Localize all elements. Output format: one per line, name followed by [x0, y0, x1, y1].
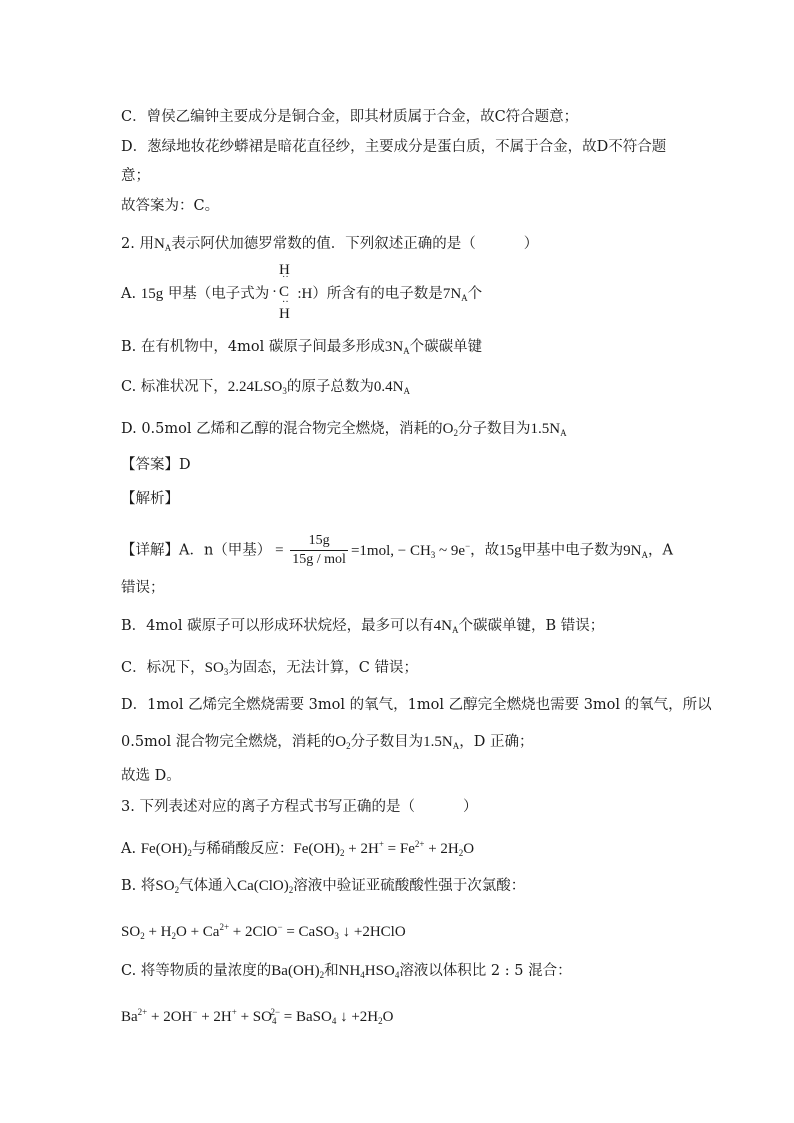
q2-analysis-heading: 【解析】: [121, 491, 179, 507]
q2-explanation-c: C．标况下，$SO_3$为固态，无法计算，C 错误；: [121, 660, 418, 677]
q2-option-b: B. 在有机物中，4mol 碳原子间最多形成$3N_A$个碳碳单键: [121, 339, 483, 356]
option-d-explanation-cont: 意；: [121, 168, 150, 184]
q2-stem: 2. 用$N_A$表示阿伏加德罗常数的值．下列叙述正确的是（ ）: [121, 236, 539, 253]
q2-option-c: C. 标准状况下，$2.24LSO_3$的原子总数为$0.4N_A$: [121, 379, 410, 396]
q3-option-c: C. 将等物质的量浓度的$Ba(OH)_2$和$NH_4HSO_4$溶液以体积比 2 : 5 混合：: [121, 963, 572, 980]
q1-conclusion: 故答案为：C。: [121, 198, 220, 214]
q3-option-c-equation: $Ba^{2+} + 2OH^- + 2H^+ + SO_4^{2-}$ = BaSO$_4$ ↓ $+2H_2O$: [121, 1007, 394, 1026]
q2-option-a: A. 15g 甲基（电子式为 :H）所含有的电子数是$7N_A$个: [121, 286, 483, 303]
q3-option-b: B. 将$SO_2$气体通入$Ca(ClO)_2$溶液中验证亚硫酸酸性强于次氯酸：: [121, 878, 526, 895]
q2-final: 故选 D。: [121, 768, 181, 784]
option-c-explanation: C．曾侯乙编钟主要成分是铜合金，即其材质属于合金，故C符合题意；: [121, 109, 579, 125]
q2-explanation-b: B．4mol 碳原子可以形成环状烷烃，最多可以有$4N_A$个碳碳单键，B 错误；: [121, 618, 605, 635]
fraction: $\frac{15g}{\text{15g / mol}}$: [292, 533, 346, 567]
q3-option-b-equation: $SO_2 + H_2O + Ca^{2+} + 2ClO^-$ = CaSO$_3$ ↓ +2HClO: [121, 922, 406, 941]
option-d-explanation: D．葱绿地妆花纱蟒裙是暗花直径纱，主要成分是蛋白质，不属于合金，故D不符合题: [121, 139, 667, 155]
q2-explanation-d-cont: 0.5mol 混合物完全燃烧，消耗的$O_2$分子数目为$1.5N_A$，D 正确；: [121, 734, 534, 751]
q2-option-d: D. 0.5mol 乙烯和乙醇的混合物完全燃烧，消耗的$O_2$分子数目为$1.5N_A$: [121, 421, 567, 438]
q2-explanation-d: D．1mol 乙烯完全燃烧需要 3mol 的氧气，1mol 乙醇完全燃烧也需要 3mol 的氧气，所以: [121, 697, 712, 713]
q2-explanation-a-cont: 错误；: [121, 580, 165, 596]
q3-stem: 3. 下列表述对应的离子方程式书写正确的是（ ）: [121, 799, 478, 815]
methyl-lewis-structure: H ˙˙ · C ·· H: [272, 262, 290, 322]
q2-explanation-a: 【详解】A．n（甲基） = $\frac{15g}{\text{15g / mol}}$ =1mol, − $CH_3$ ~ 9e−，故15g甲基中电子数为$9N_A$，A: [121, 533, 673, 567]
q2-answer: 【答案】D: [121, 457, 191, 473]
q3-option-a: A. $Fe(OH)_2$与稀硝酸反应：$Fe(OH)_2 + 2H^+ = Fe^{2+} + 2H_2O$: [121, 839, 475, 858]
